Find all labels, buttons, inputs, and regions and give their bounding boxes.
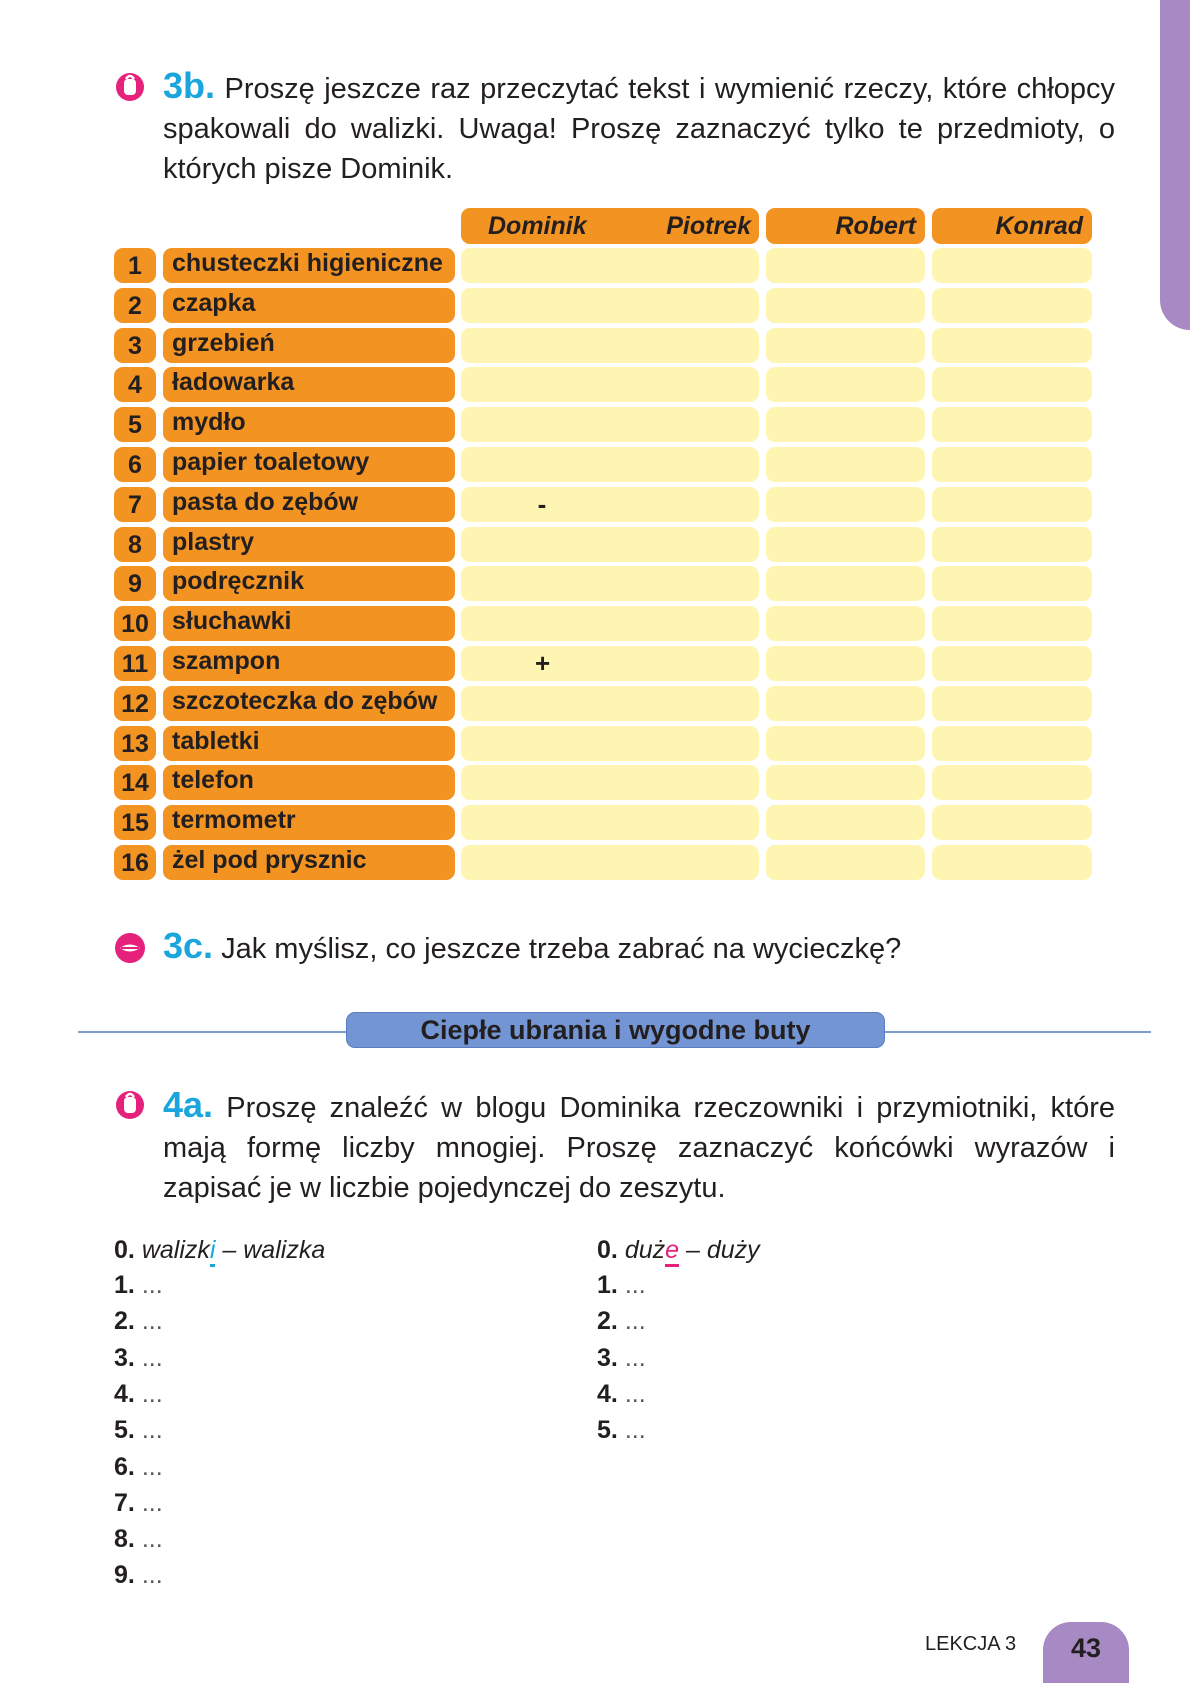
answer-placeholder: ... [624,1379,646,1408]
row-item-label: grzebień [163,328,455,363]
exercise-4a-number: 4a. [163,1084,214,1125]
answer-number: 4. [597,1379,618,1408]
answer-cell[interactable] [932,646,1092,681]
answer-cell[interactable] [461,566,759,601]
lesson-label: LEKCJA 3 [925,1633,1017,1655]
answer-placeholder: ... [141,1271,163,1299]
nouns-example-number: 0. [114,1236,135,1264]
row-number: 4 [114,367,156,402]
adjectives-example-stem: duż [624,1236,666,1264]
adjectives-answer-line[interactable] [597,1415,646,1445]
answer-number: 1. [114,1271,135,1299]
row-number: 11 [114,646,156,681]
answer-placeholder: ... [141,1307,163,1336]
cell-mark: + [535,648,551,678]
nouns-answer-line[interactable] [114,1379,163,1409]
answer-cell[interactable] [932,765,1092,800]
adjectives-example-singular: – duży [679,1236,760,1264]
adjectives-example-number: 0. [597,1236,618,1264]
answer-placeholder: ... [624,1307,646,1336]
row-number: 7 [114,487,156,522]
row-number: 8 [114,527,156,562]
answer-placeholder: ... [141,1525,163,1554]
nouns-answer-line[interactable] [114,1524,163,1554]
column-header-robert: Robert [835,212,916,240]
column-header-dominik-piotrek [461,208,759,244]
adjectives-answer-line[interactable] [597,1306,646,1336]
section-banner: Ciepłe ubrania i wygodne buty [346,1012,885,1048]
row-item-label: telefon [163,765,455,800]
answer-cell[interactable] [461,845,759,880]
row-item-label: czapka [163,288,455,323]
nouns-answer-line[interactable] [114,1488,163,1518]
row-item-label: szczoteczka do zębów [163,686,455,721]
column-header-piotrek: Piotrek [666,212,751,240]
answer-number: 5. [114,1416,135,1445]
answer-cell[interactable] [461,367,759,402]
answer-cell[interactable] [766,527,925,562]
answer-cell[interactable] [766,447,925,482]
answer-number: 6. [114,1452,135,1481]
exercise-4a-instructions: Proszę znaleźć w blogu Dominika rzeczowniki i przymiotniki, które mają formę liczby mnogiej. Proszę zaznaczyć końcówki wyrazów i zapisać je w liczbie pojedynczej do zeszytu. [163,1092,1115,1204]
answer-placeholder: ... [624,1343,646,1372]
row-number: 15 [114,805,156,840]
answer-cell[interactable] [932,328,1092,363]
answer-number: 9. [114,1561,135,1590]
answer-cell[interactable] [766,487,925,522]
answer-cell[interactable] [766,407,925,442]
answer-cell[interactable] [461,248,759,283]
answer-cell[interactable] [932,566,1092,601]
page-number: 43 [1043,1622,1129,1683]
answer-cell[interactable] [932,487,1092,522]
answer-cell[interactable] [932,726,1092,761]
row-number: 1 [114,248,156,283]
row-item-label: ładowarka [163,367,455,402]
answer-cell[interactable] [766,646,925,681]
answer-cell[interactable] [461,805,759,840]
chapter-side-tab [1160,0,1190,330]
exercise-3b-number: 3b. [163,65,216,106]
row-number: 6 [114,447,156,482]
answer-number: 7. [114,1488,135,1517]
column-header-dominik: Dominik [488,212,587,240]
answer-cell[interactable] [461,726,759,761]
answer-cell[interactable] [461,646,759,681]
row-item-label: chusteczki higieniczne [163,248,455,283]
nouns-example-stem: walizk [141,1236,210,1264]
answer-cell[interactable] [766,566,925,601]
answer-cell[interactable] [932,606,1092,641]
answer-cell[interactable] [461,606,759,641]
cell-mark: - [537,489,547,519]
answer-cell[interactable] [932,288,1092,323]
nouns-answer-line[interactable] [114,1415,163,1445]
row-item-label: żel pod prysznic [163,845,455,880]
answer-number: 3. [597,1343,618,1372]
row-item-label: papier toaletowy [163,447,455,482]
row-item-label: termometr [163,805,455,840]
answer-placeholder: ... [141,1343,163,1372]
row-number: 5 [114,407,156,442]
answer-cell[interactable] [766,328,925,363]
answer-cell[interactable] [461,407,759,442]
row-item-label: plastry [163,527,455,562]
answer-cell[interactable] [766,686,925,721]
answer-number: 2. [114,1307,135,1336]
answer-cell[interactable] [766,288,925,323]
answer-cell[interactable] [766,248,925,283]
answer-cell[interactable] [461,328,759,363]
row-number: 10 [114,606,156,641]
row-item-label: pasta do zębów [163,487,455,522]
column-header-robert-box [766,208,925,244]
nouns-example-ending: i [210,1236,216,1267]
answer-cell[interactable] [932,805,1092,840]
adjectives-example-ending: e [665,1236,679,1267]
row-item-label: słuchawki [163,606,455,641]
answer-cell[interactable] [932,407,1092,442]
answer-cell[interactable] [766,845,925,880]
row-number: 3 [114,328,156,363]
answer-cell[interactable] [766,606,925,641]
exercise-3c-question: Jak myślisz, co jeszcze trzeba zabrać na wycieczkę? [221,933,902,965]
answer-number: 5. [597,1416,618,1445]
nouns-example-singular: – walizka [215,1236,326,1264]
answer-number: 3. [114,1343,135,1372]
answer-cell[interactable] [932,447,1092,482]
answer-cell[interactable] [461,447,759,482]
answer-cell[interactable] [461,765,759,800]
nouns-example [114,1235,325,1265]
answer-number: 8. [114,1525,135,1554]
answer-placeholder: ... [624,1271,646,1299]
answer-cell[interactable] [932,686,1092,721]
row-item-label: podręcznik [163,566,455,601]
answer-cell[interactable] [932,845,1092,880]
answer-cell[interactable] [766,726,925,761]
row-number: 2 [114,288,156,323]
backpack-icon [114,70,146,102]
nouns-answer-line[interactable] [114,1270,163,1300]
answer-cell[interactable] [766,805,925,840]
column-header-konrad: Konrad [995,212,1083,240]
exercise-3b [163,66,1115,189]
nouns-answer-line[interactable] [114,1452,163,1482]
answer-placeholder: ... [141,1561,163,1590]
row-number: 13 [114,726,156,761]
answer-placeholder: ... [141,1452,163,1481]
answer-cell[interactable] [461,686,759,721]
row-item-label: tabletki [163,726,455,761]
backpack-icon [114,1088,146,1120]
answer-cell[interactable] [461,527,759,562]
answer-cell[interactable] [766,765,925,800]
answer-placeholder: ... [141,1379,163,1408]
answer-number: 4. [114,1379,135,1408]
answer-cell[interactable] [461,487,759,522]
nouns-answer-line[interactable] [114,1343,163,1373]
adjectives-example [597,1235,760,1265]
speaking-mouth-icon [114,932,146,964]
answer-cell[interactable] [932,248,1092,283]
row-number: 16 [114,845,156,880]
row-item-label: szampon [163,646,455,681]
exercise-4a [163,1085,1115,1208]
nouns-answer-line[interactable] [114,1306,163,1336]
answer-cell[interactable] [766,367,925,402]
answer-number: 2. [597,1307,618,1336]
nouns-answer-line[interactable] [114,1560,163,1590]
exercise-3c-number: 3c. [163,925,214,966]
answer-placeholder: ... [624,1416,646,1445]
row-number: 14 [114,765,156,800]
adjectives-answer-line[interactable] [597,1270,646,1300]
adjectives-answer-line[interactable] [597,1379,646,1409]
answer-placeholder: ... [141,1488,163,1517]
exercise-3b-instructions: Proszę jeszcze raz przeczytać tekst i wymienić rzeczy, które chłopcy spakowali do walizki. Uwaga! Proszę zaznaczyć tylko te przedmioty, o których pisze Dominik. [163,73,1116,185]
row-number: 9 [114,566,156,601]
row-item-label: mydło [163,407,455,442]
answer-cell[interactable] [932,367,1092,402]
row-number: 12 [114,686,156,721]
answer-number: 1. [597,1271,618,1299]
answer-cell[interactable] [932,527,1092,562]
exercise-3c [163,926,1115,969]
answer-placeholder: ... [141,1416,163,1445]
adjectives-answer-line[interactable] [597,1343,646,1373]
column-header-konrad-box [932,208,1092,244]
answer-cell[interactable] [461,288,759,323]
